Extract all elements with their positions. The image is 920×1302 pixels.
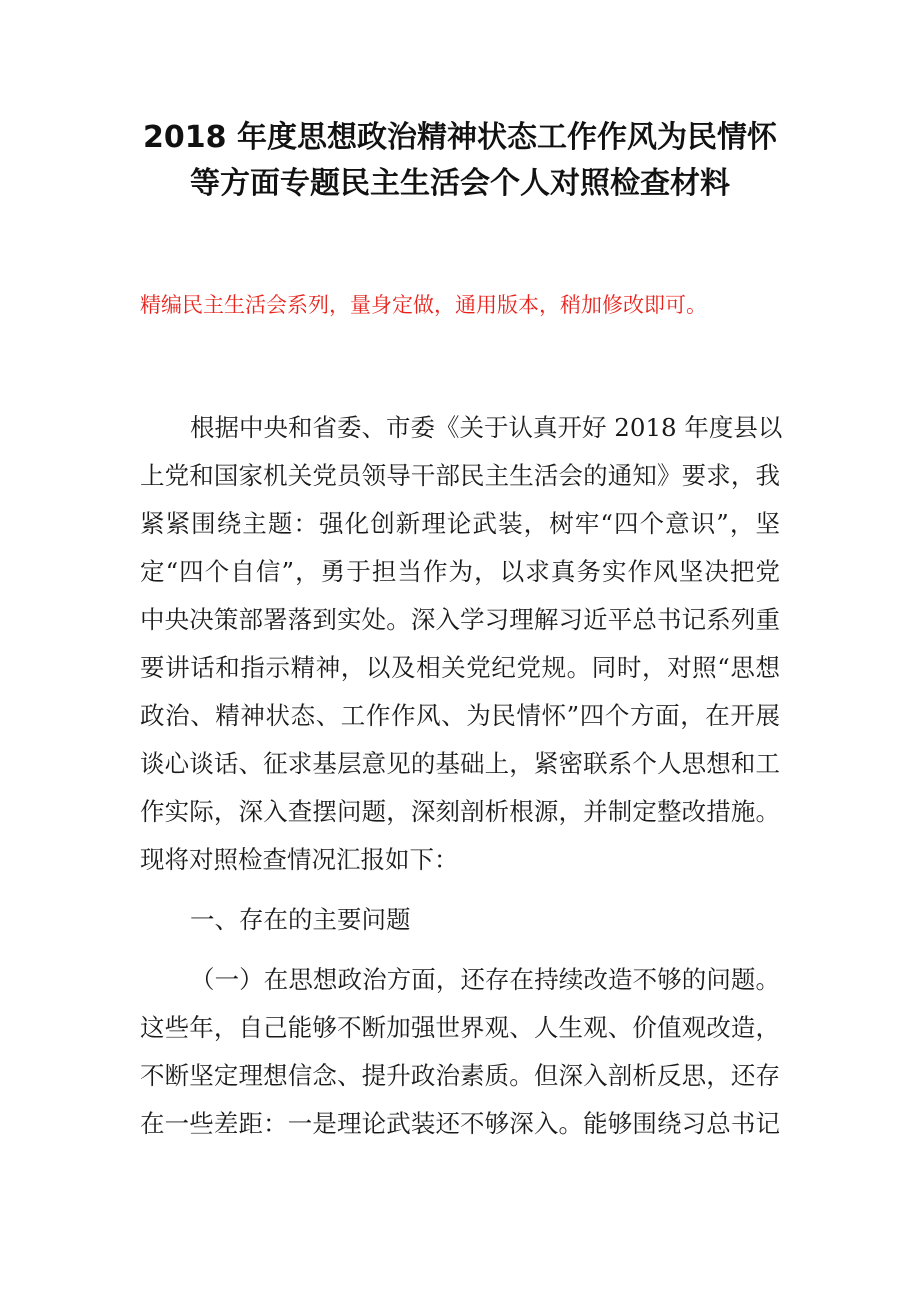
intro-line: 紧紧围绕主题：强化创新理论武装，树牢“四个意识”，坚 — [140, 509, 780, 538]
intro-line: 现将对照检查情况汇报如下： — [140, 845, 459, 874]
section-heading: 一、存在的主要问题 — [190, 905, 411, 934]
intro-line: 上党和国家机关党员领导干部民主生活会的通知》要求，我 — [140, 461, 780, 490]
intro-line: 谈心谈话、征求基层意见的基础上，紧密联系个人思想和工 — [140, 749, 780, 778]
intro-line: 作实际，深入查摆问题，深刻剖析根源，并制定整改措施。 — [140, 797, 780, 826]
document-title-line-1: 2018 年度思想政治精神状态工作作风为民情怀 — [143, 120, 777, 155]
editor-note: 精编民主生活会系列，量身定做，通用版本，稍加修改即可。 — [140, 293, 707, 317]
subsection-line: （一）在思想政治方面，还存在持续改造不够的问题。 — [190, 965, 780, 994]
intro-line: 要讲话和指示精神，以及相关党纪党规。同时，对照“思想 — [140, 653, 780, 682]
document-title-line-2: 等方面专题民主生活会个人对照检查材料 — [190, 166, 730, 201]
subsection-line: 这些年，自己能够不断加强世界观、人生观、价值观改造， — [140, 1013, 780, 1042]
subsection-line: 不断坚定理想信念、提升政治素质。但深入剖析反思，还存 — [140, 1061, 780, 1090]
intro-line: 政治、精神状态、工作作风、为民情怀”四个方面，在开展 — [140, 701, 780, 730]
subsection-line: 在一些差距：一是理论武装还不够深入。能够围绕习总书记 — [140, 1109, 780, 1138]
intro-line: 根据中央和省委、市委《关于认真开好 2018 年度县以 — [190, 413, 783, 442]
intro-line: 中央决策部署落到实处。深入学习理解习近平总书记系列重 — [140, 605, 780, 634]
intro-line: 定“四个自信”，勇于担当作为，以求真务实作风坚决把党 — [140, 557, 780, 586]
